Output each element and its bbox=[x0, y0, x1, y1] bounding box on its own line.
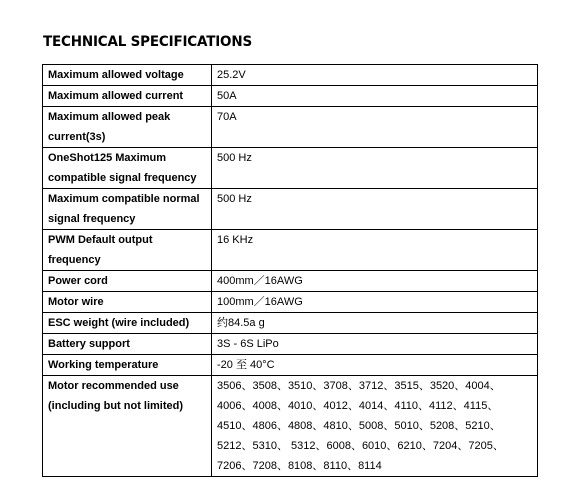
table-row bbox=[43, 376, 538, 477]
table-row bbox=[43, 148, 538, 189]
spec-value: 50A bbox=[212, 86, 538, 107]
table-row bbox=[43, 334, 538, 355]
spec-label: PWM Default output frequency bbox=[43, 230, 212, 271]
spec-value: 3506、3508、3510、3708、3712、3515、3520、4004、 4006、4008、4010、4012、4014、4110、4112、4115、 4510、4806、4808、4810、5008、5010、5208、5210、 5212、5310、 5312、6008、6010、6210、7204、7205、 7206、7208、8108、8110、8114 bbox=[212, 376, 538, 477]
spec-label: Battery support bbox=[43, 334, 212, 355]
table-row bbox=[43, 292, 538, 313]
spec-label: Maximum allowed peak current(3s) bbox=[43, 107, 212, 148]
table-row bbox=[43, 86, 538, 107]
spec-value: 500 Hz bbox=[212, 189, 538, 230]
spec-value: 500 Hz bbox=[212, 148, 538, 189]
spec-value: 16 KHz bbox=[212, 230, 538, 271]
table-row bbox=[43, 230, 538, 271]
spec-value: 400mm／16AWG bbox=[212, 271, 538, 292]
spec-value: -20 至 40°C bbox=[212, 355, 538, 376]
spec-value: 约84.5a g bbox=[212, 313, 538, 334]
spec-label: Working temperature bbox=[43, 355, 212, 376]
specifications-table bbox=[42, 64, 538, 477]
spec-label: Power cord bbox=[43, 271, 212, 292]
table-row bbox=[43, 189, 538, 230]
spec-value: 25.2V bbox=[212, 65, 538, 86]
spec-value: 3S - 6S LiPo bbox=[212, 334, 538, 355]
page-title: TECHNICAL SPECIFICATIONS bbox=[43, 34, 252, 50]
table-row bbox=[43, 107, 538, 148]
spec-label: Maximum allowed voltage bbox=[43, 65, 212, 86]
spec-value: 70A bbox=[212, 107, 538, 148]
table-row bbox=[43, 355, 538, 376]
spec-label: Motor recommended use (including but not limited) bbox=[43, 376, 212, 477]
spec-value: 100mm／16AWG bbox=[212, 292, 538, 313]
table-row bbox=[43, 313, 538, 334]
spec-label: ESC weight (wire included) bbox=[43, 313, 212, 334]
table-row bbox=[43, 271, 538, 292]
spec-label: Maximum allowed current bbox=[43, 86, 212, 107]
spec-label: Motor wire bbox=[43, 292, 212, 313]
table-row bbox=[43, 65, 538, 86]
spec-label: OneShot125 Maximum compatible signal frequency bbox=[43, 148, 212, 189]
spec-label: Maximum compatible normal signal frequency bbox=[43, 189, 212, 230]
